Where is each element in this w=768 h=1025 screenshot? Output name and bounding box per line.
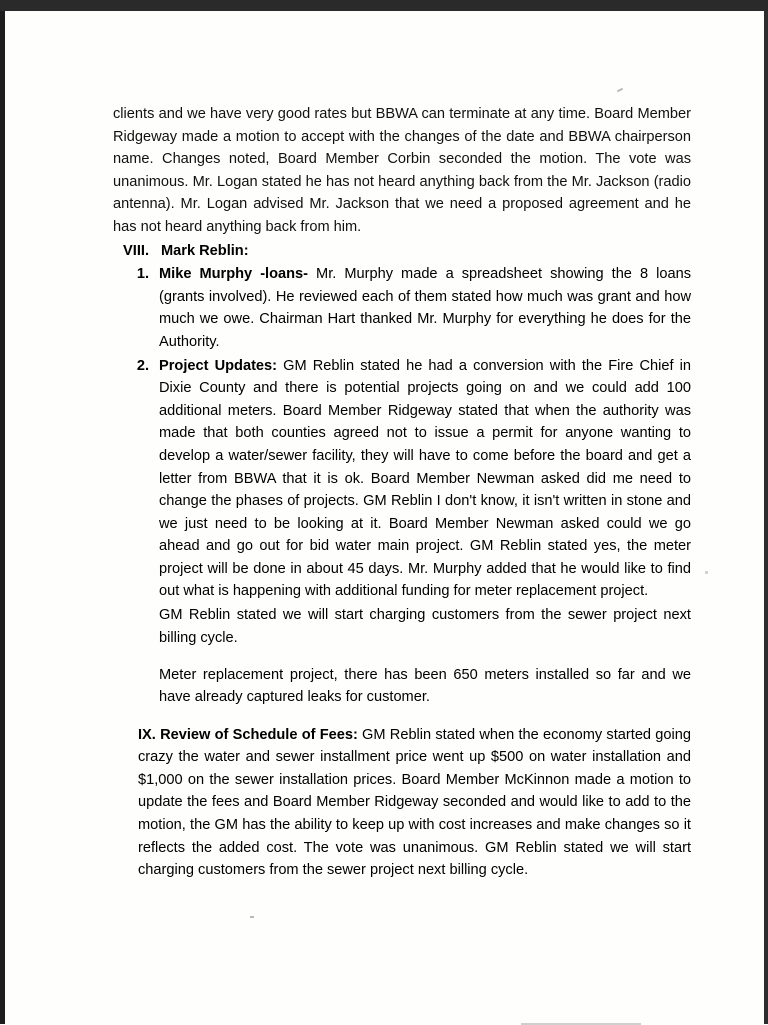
section-number: VIII.: [123, 242, 149, 259]
scan-artifact: [705, 571, 708, 574]
paragraph-continued: clients and we have very good rates but BBWA can terminate at any time. Board Member Ridgeway made a motion to accept with the changes of the date and BBWA chairperson name. Changes noted, Board Member Corbin seconded the motion. The vote was unanimous. Mr. Logan stated he has not heard anything back from the Mr. Jackson (radio antenna). Mr. Logan advised Mr. Jackson that we need a proposed agreement and he has not heard anything back from him.: [113, 106, 691, 235]
sub-paragraph: Meter replacement project, there has been 650 meters installed so far and we have already captured leaks for customer.: [159, 666, 691, 706]
list-item-lead: Project Updates:: [159, 357, 278, 374]
section-ix: [138, 724, 691, 882]
list-item-text: GM Reblin stated he had a conversion with the Fire Chief in Dixie County and there is potential projects going on and we could add 100 additional meters. Board Member Ridgeway stated that when the authority was made that both counties agreed not to issue a permit for anyone wanting to develop a water/sewer facility, they will have to come before the board and get a letter from BBWA that it is ok. Board Member Newman asked did me need to change the phases of projects. GM Reblin I don't know, it isn't written in stone and we just need to be looking at it. Board Member Newman asked could we go ahead and go out for bid water main project. GM Reblin stated yes, the meter project will be done in about 45 days. Mr. Murphy added that he would like to find out what is happening with additional funding for meter replacement project.: [159, 357, 692, 600]
list-item-body: [159, 263, 691, 353]
section-title: Mark Reblin:: [161, 242, 249, 259]
list-item-body: [159, 355, 691, 604]
section-heading-viii: [113, 240, 691, 263]
section-ix-text: GM Reblin stated when the economy started going crazy the water and sewer installment price went up $500 on water installation and $1,000 on the sewer installation prices. Board Member McKinnon made a motion to update the fees and Board Member Ridgeway seconded and would like to add to the motion, the GM has the ability to keep up with cost increases and make changes so it reflects the added cost. The vote was unanimous. GM Reblin stated we will start charging customers from the sewer project next billing cycle.: [138, 726, 691, 879]
scan-edge-right: [764, 11, 768, 1024]
scan-edge-top: [0, 0, 768, 11]
list-item: [113, 263, 691, 353]
sub-paragraph: GM Reblin stated we will start charging customers from the sewer project next billing cycle.: [159, 607, 691, 646]
section-title: Review of Schedule of Fees:: [160, 726, 358, 743]
list-item-text: Mr. Murphy made a spreadsheet showing the 8 loans (grants involved). He reviewed each of them stated how much was grant and how much we owe. Chairman Hart thanked Mr. Murphy for everything he does for the Authority.: [159, 266, 691, 350]
document-body: [113, 103, 691, 896]
scan-artifact: [617, 88, 623, 93]
paper-sheet: [5, 11, 764, 1024]
list-item: [113, 355, 691, 604]
list-item-number: 2.: [136, 357, 149, 374]
list-item-lead: Mike Murphy -loans-: [159, 266, 309, 283]
list-item-number: 1.: [136, 266, 149, 283]
section-number: IX.: [138, 726, 156, 743]
scan-artifact: [250, 916, 254, 918]
section-ix-heading: [138, 727, 358, 743]
